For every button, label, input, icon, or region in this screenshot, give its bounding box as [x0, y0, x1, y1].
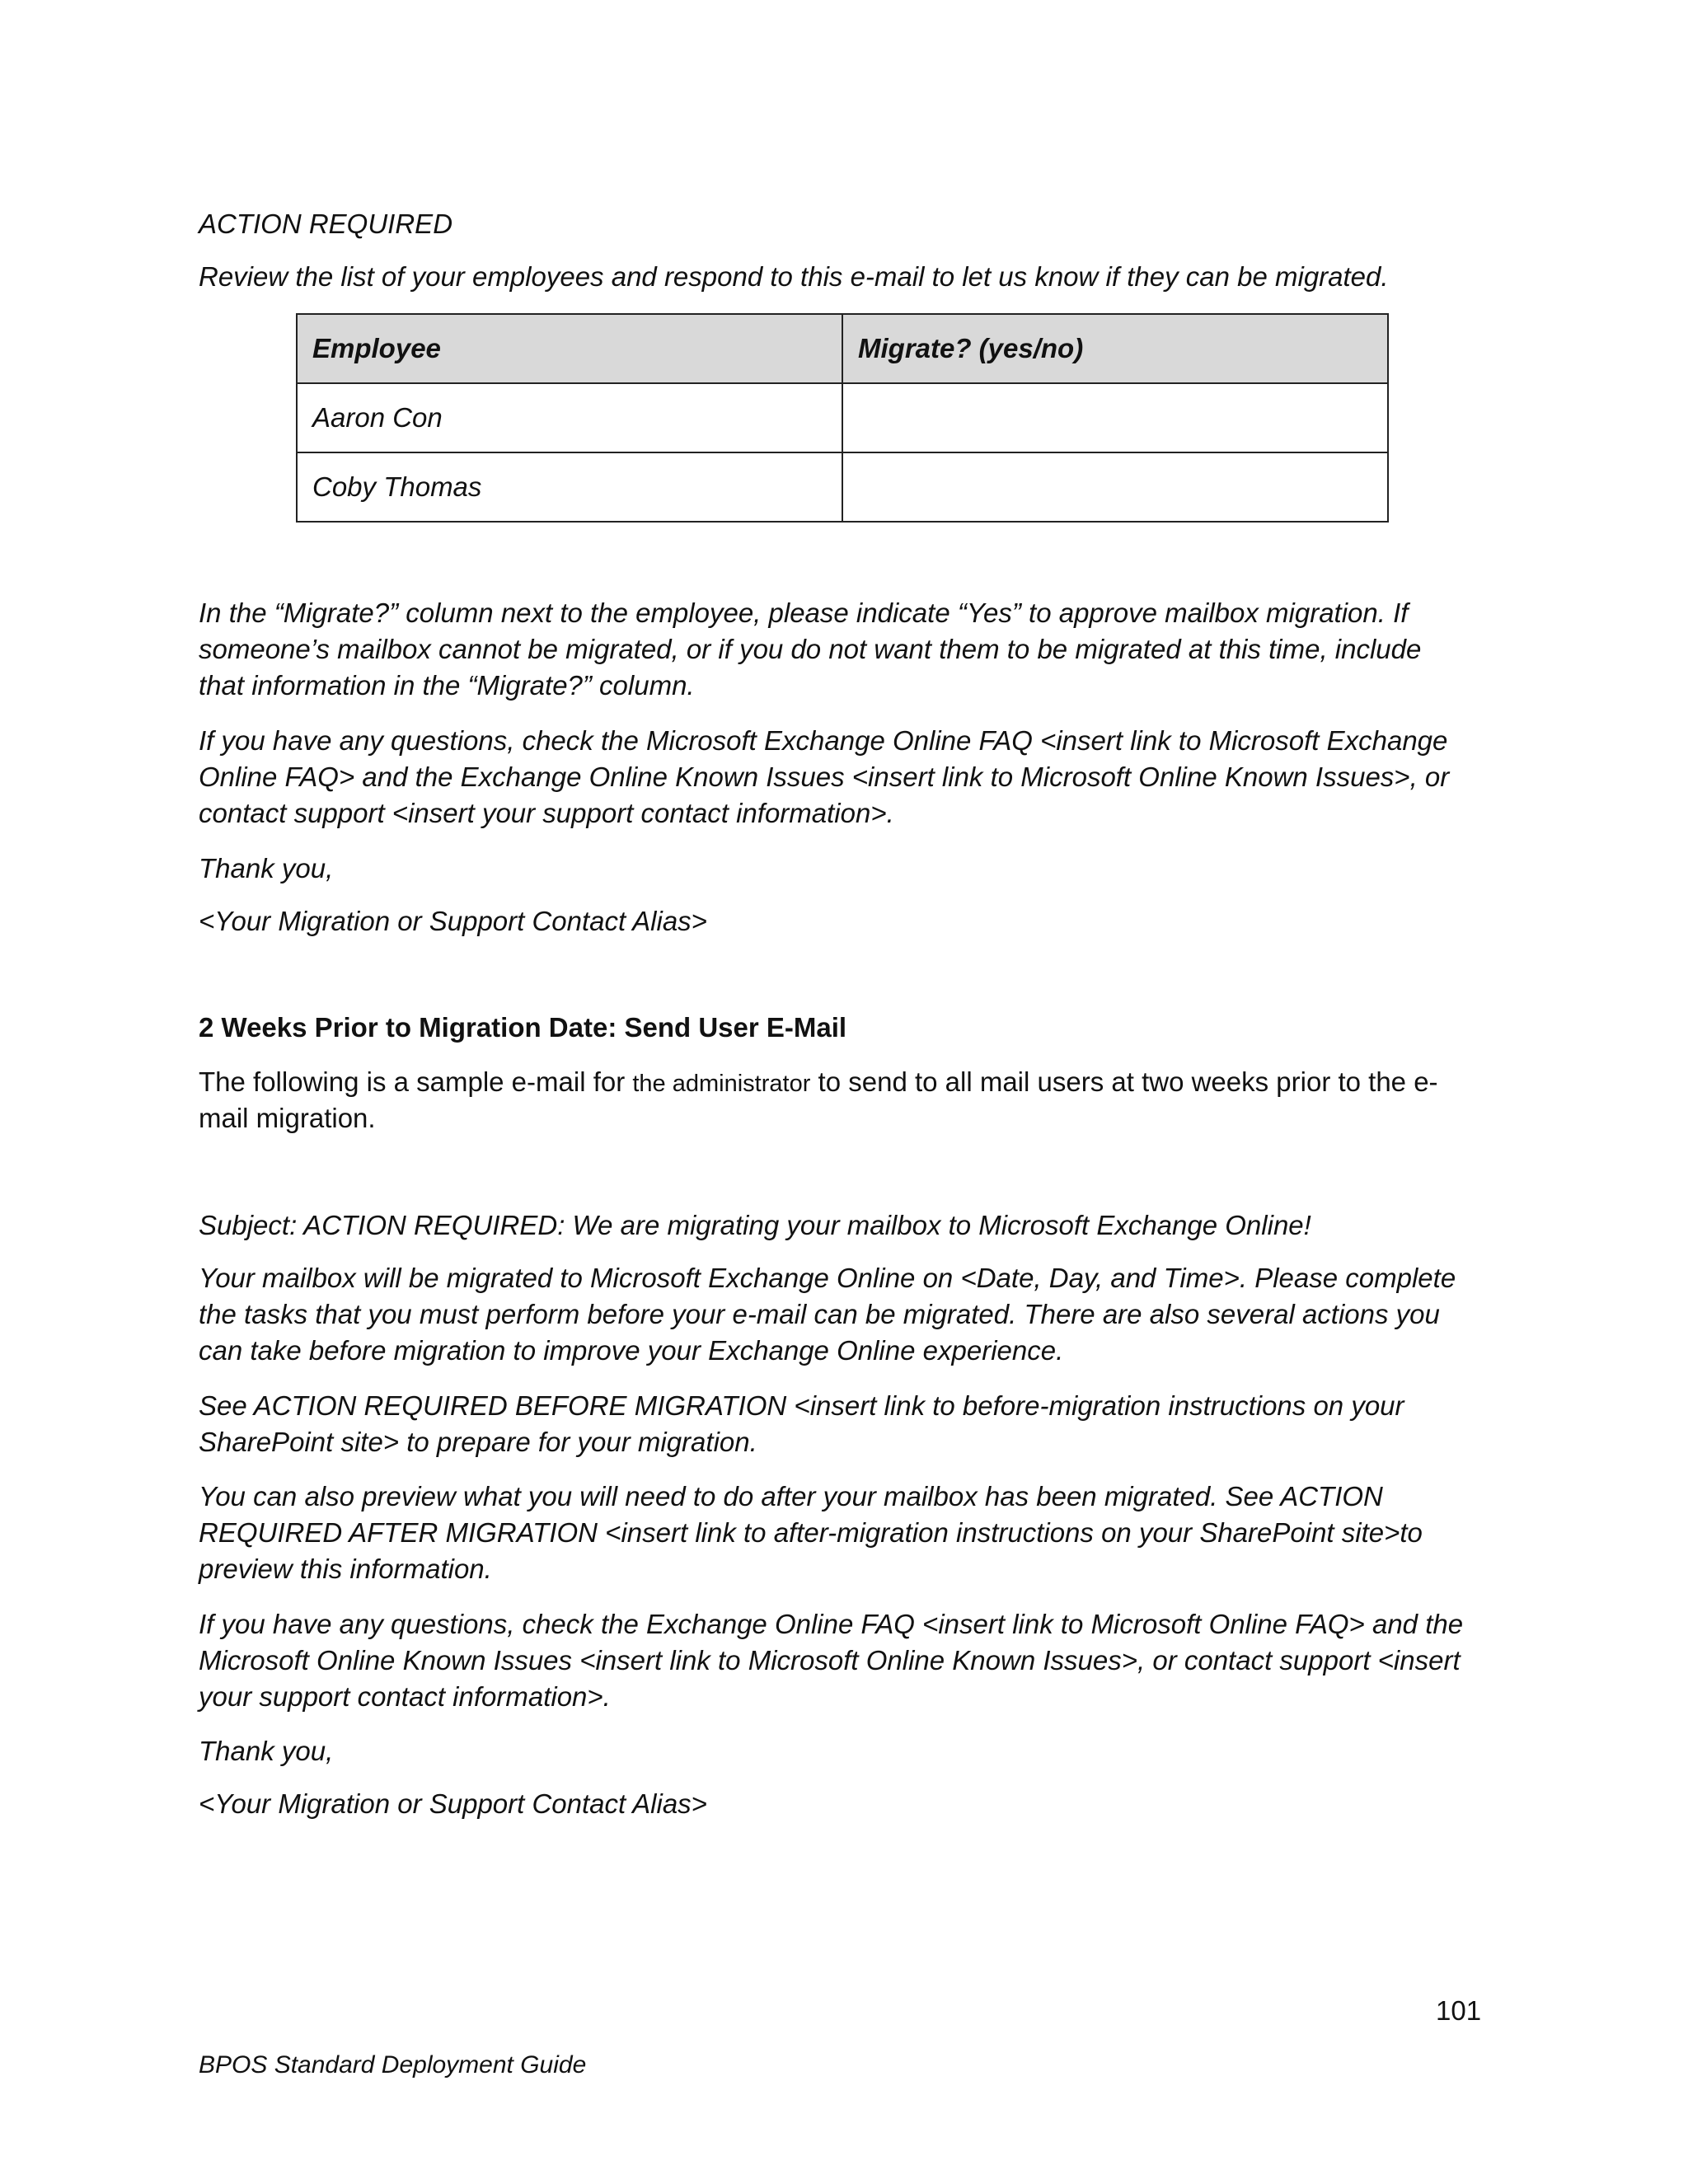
paragraph-line: mail migration.	[199, 1103, 376, 1133]
paragraph-line: If you have any questions, check the Microsoft Exchange Online FAQ <insert link to Microsoft Exchange	[199, 725, 1448, 756]
migrate-answer-cell	[842, 383, 1388, 452]
table-row	[297, 383, 1388, 452]
paragraph-line: In the “Migrate?” column next to the employee, please indicate “Yes” to approve mailbox migration. If	[199, 598, 1409, 628]
signature-alias: <Your Migration or Support Contact Alias>	[199, 1788, 707, 1819]
paragraph-line: your support contact information>.	[199, 1681, 611, 1712]
employee-migration-table	[296, 313, 1389, 523]
employee-name-cell: Coby Thomas	[297, 452, 842, 522]
page-number: 101	[1436, 1995, 1482, 2026]
paragraph-line	[199, 1064, 1501, 1102]
intro-text-small: the administrator	[632, 1071, 811, 1097]
paragraph-line: See ACTION REQUIRED BEFORE MIGRATION <insert link to before-migration instructions on your	[199, 1390, 1404, 1421]
paragraph-line: If you have any questions, check the Exchange Online FAQ <insert link to Microsoft Online FAQ> and the	[199, 1609, 1464, 1639]
paragraph-line: contact support <insert your support contact information>.	[199, 798, 894, 828]
action-required-heading: ACTION REQUIRED	[199, 209, 453, 239]
paragraph-line: someone’s mailbox cannot be migrated, or if you do not want them to be migrated at this time, include	[199, 634, 1422, 664]
table-header-row	[297, 314, 1388, 383]
closing-thanks: Thank you,	[199, 853, 334, 883]
paragraph-line: Online FAQ> and the Exchange Online Known Issues <insert link to Microsoft Online Known Issues>, or	[199, 762, 1450, 792]
closing-thanks: Thank you,	[199, 1736, 334, 1766]
paragraph-line: REQUIRED AFTER MIGRATION <insert link to after-migration instructions on your SharePoint site>to	[199, 1517, 1423, 1548]
paragraph-line: SharePoint site> to prepare for your migration.	[199, 1427, 757, 1457]
intro-text: to send to all mail users at two weeks prior to the e-	[810, 1066, 1438, 1097]
paragraph-line: You can also preview what you will need to do after your mailbox has been migrated. See ACTION	[199, 1481, 1383, 1511]
signature-alias: <Your Migration or Support Contact Alias>	[199, 906, 707, 936]
paragraph-line: that information in the “Migrate?” column.	[199, 670, 695, 701]
column-header-employee: Employee	[297, 314, 842, 383]
intro-text: The following is a sample e-mail for	[199, 1066, 633, 1097]
migrate-answer-cell	[842, 452, 1388, 522]
paragraph-line: Your mailbox will be migrated to Microsoft Exchange Online on <Date, Day, and Time>. Please complete	[199, 1263, 1456, 1293]
review-instructions: Review the list of your employees and respond to this e-mail to let us know if they can be migrated.	[199, 261, 1389, 292]
document-footer: BPOS Standard Deployment Guide	[199, 2051, 587, 2079]
paragraph-line: can take before migration to improve your Exchange Online experience.	[199, 1335, 1064, 1366]
table-row	[297, 452, 1388, 522]
paragraph-line: the tasks that you must perform before your e-mail can be migrated. There are also several actions you	[199, 1299, 1440, 1329]
employee-name-cell: Aaron Con	[297, 383, 842, 452]
column-header-migrate: Migrate? (yes/no)	[842, 314, 1388, 383]
paragraph-line: preview this information.	[199, 1554, 492, 1584]
paragraph-line: Microsoft Online Known Issues <insert link to Microsoft Online Known Issues>, or contact support <insert	[199, 1645, 1461, 1675]
email-subject: Subject: ACTION REQUIRED: We are migrating your mailbox to Microsoft Exchange Online!	[199, 1210, 1311, 1240]
section-heading: 2 Weeks Prior to Migration Date: Send User E-Mail	[199, 1012, 847, 1043]
